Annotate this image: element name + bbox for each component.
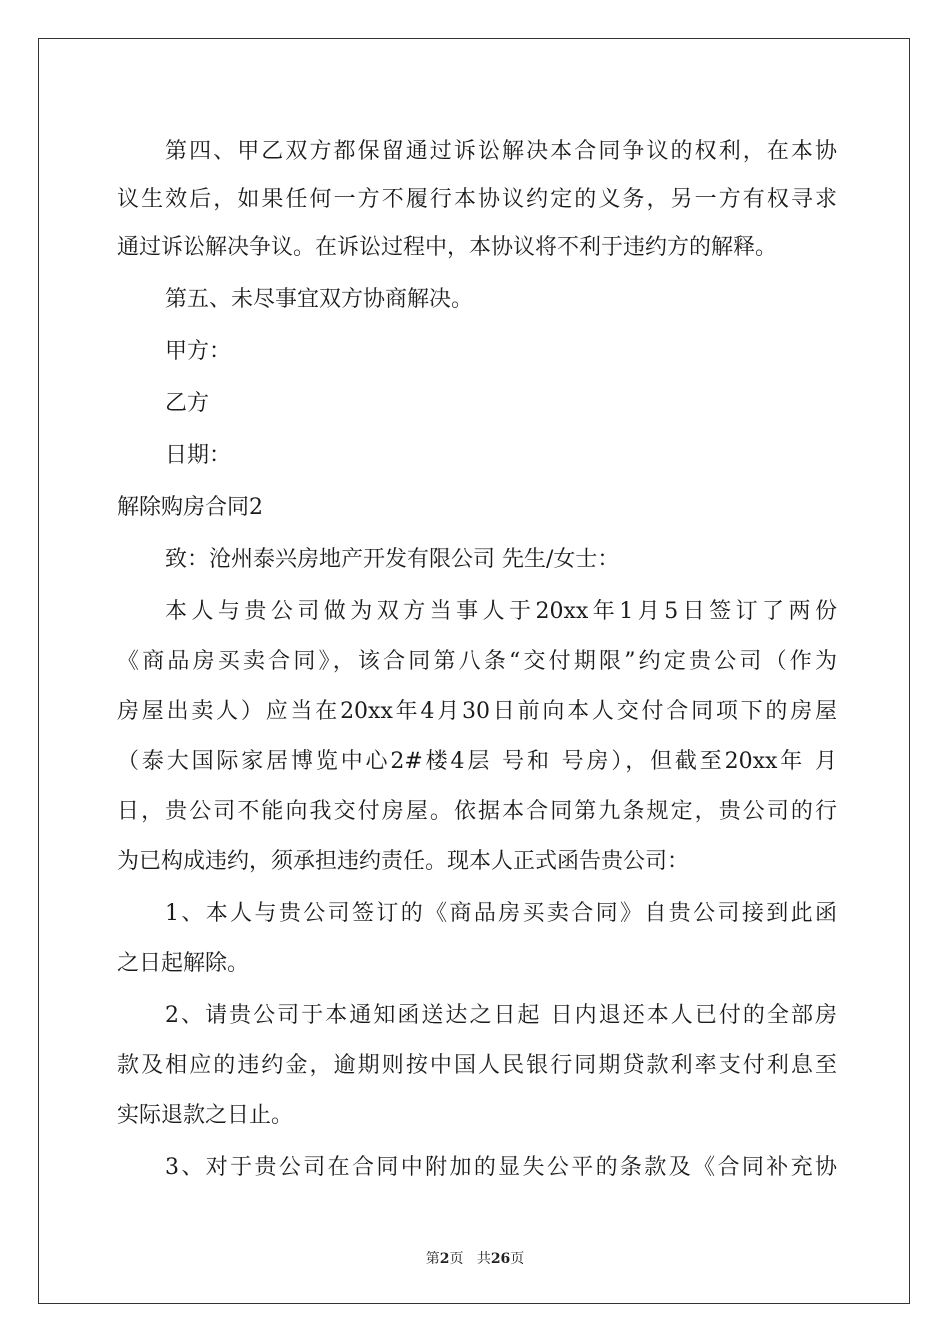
paragraph-line: 为已构成违约，须承担违约责任。现本人正式函告贵公司： (117, 849, 690, 874)
paragraph-line: 《商品房买卖合同》，该合同第八条“交付期限”约定贵公司（作为 (117, 649, 837, 674)
numbered-item: 2、请贵公司于本通知函送达之日起 日内退还本人已付的全部房 (165, 1003, 837, 1028)
paragraph-line: 款及相应的违约金，逾期则按中国人民银行同期贷款利率支付利息至 (117, 1053, 837, 1078)
paragraph-line: 本人与贵公司做为双方当事人于20xx年1月5日签订了两份 (165, 599, 837, 624)
paragraph-line: 日，贵公司不能向我交付房屋。依据本合同第九条规定，贵公司的行 (117, 799, 837, 824)
signature-party-b: 乙方 (165, 391, 210, 416)
signature-date: 日期： (165, 443, 232, 468)
signature-party-a: 甲方： (165, 339, 232, 364)
paragraph-line: 之日起解除。 (117, 951, 250, 976)
paragraph-line: 通过诉讼解决争议。在诉讼过程中，本协议将不利于违约方的解释。 (117, 235, 778, 260)
page-footer (0, 1248, 950, 1268)
numbered-item: 3、对于贵公司在合同中附加的显失公平的条款及《合同补充协 (165, 1155, 837, 1180)
paragraph-line: （泰大国际家居博览中心2#楼4层 号和 号房），但截至20xx年 月 (117, 749, 837, 774)
footer-total-suffix: 页 (510, 1251, 525, 1267)
paragraph-line: 议生效后，如果任何一方不履行本协议约定的义务，另一方有权寻求 (117, 187, 837, 212)
paragraph-line: 第五、未尽事宜双方协商解决。 (165, 287, 474, 312)
paragraph-line: 实际退款之日止。 (117, 1103, 294, 1128)
footer-page-suffix: 页 (449, 1251, 464, 1267)
footer-page-number: 2 (439, 1251, 450, 1267)
paragraph-line: 房屋出卖人）应当在20xx年4月30日前向本人交付合同项下的房屋 (117, 699, 837, 724)
section-heading: 解除购房合同2 (117, 495, 263, 520)
document-body (117, 128, 837, 1192)
salutation: 致：沧州泰兴房地产开发有限公司 先生/女士： (165, 547, 620, 572)
footer-total-pages: 26 (490, 1251, 511, 1267)
footer-total-prefix: 共 (476, 1251, 491, 1267)
footer-prefix: 第 (425, 1251, 440, 1267)
numbered-item: 1、本人与贵公司签订的《商品房买卖合同》自贵公司接到此函 (165, 901, 837, 926)
paragraph-line: 第四、甲乙双方都保留通过诉讼解决本合同争议的权利，在本协 (165, 139, 837, 164)
